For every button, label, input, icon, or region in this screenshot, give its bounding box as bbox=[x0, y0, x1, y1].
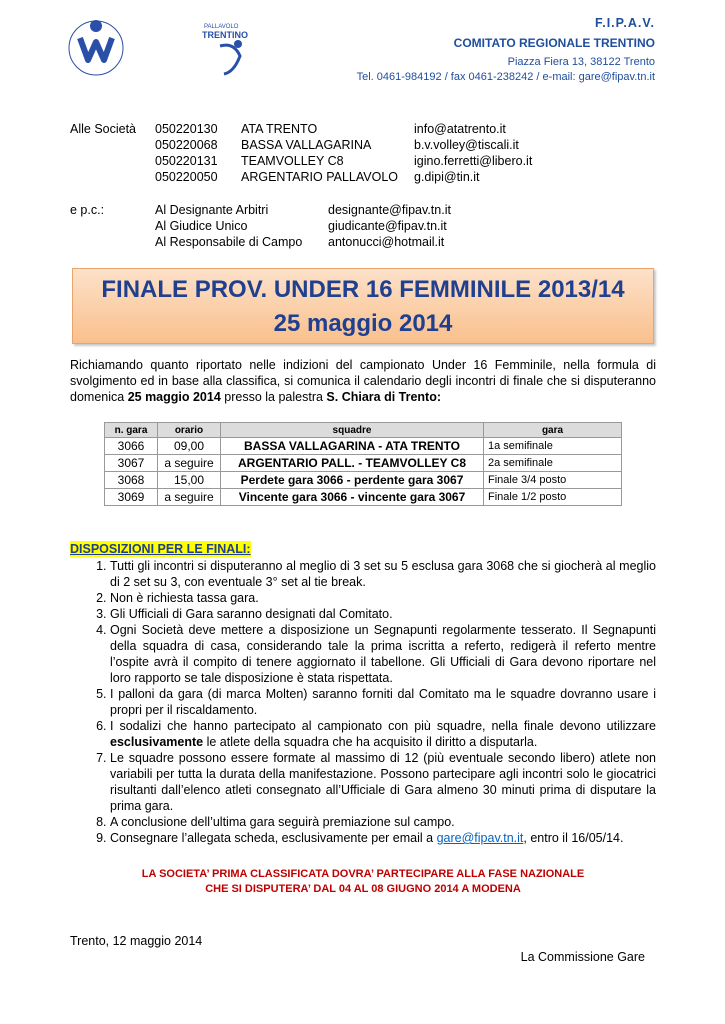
cc-email[interactable]: antonucci@hotmail.it bbox=[328, 235, 445, 249]
game-time: a seguire bbox=[158, 489, 221, 506]
society-email[interactable]: b.v.volley@tiscali.it bbox=[414, 138, 519, 152]
rules-section bbox=[70, 540, 656, 846]
list-item: 2. Non è richiesta tassa gara. bbox=[110, 590, 656, 606]
item-text: Consegnare l’allegata scheda, esclusivamente per email a bbox=[110, 831, 437, 845]
table-row bbox=[105, 438, 622, 455]
society-name: ARGENTARIO PALLAVOLO bbox=[241, 170, 398, 184]
list-item bbox=[110, 718, 656, 750]
games-table bbox=[104, 422, 622, 506]
column-header: orario bbox=[158, 423, 221, 438]
place-date: Trento, 12 maggio 2014 bbox=[70, 934, 203, 948]
svg-text:TRENTINO: TRENTINO bbox=[202, 30, 248, 40]
committee-name: COMITATO REGIONALE TRENTINO bbox=[453, 36, 655, 50]
rules-list bbox=[70, 558, 656, 846]
svg-text:PALLAVOLO: PALLAVOLO bbox=[204, 24, 239, 30]
game-time: a seguire bbox=[158, 455, 221, 472]
list-item: 3. Gli Ufficiali di Gara saranno designati dal Comitato. bbox=[110, 606, 656, 622]
trentino-logo bbox=[200, 16, 252, 78]
list-item: 5. I palloni da gara (di marca Molten) saranno forniti dal Comitato ma le squadre dovranno usare i propri per il riscaldamento. bbox=[110, 686, 656, 718]
address: Piazza Fiera 13, 38122 Trento bbox=[507, 56, 655, 68]
society-name: TEAMVOLLEY C8 bbox=[241, 154, 344, 168]
game-teams: Perdete gara 3066 - perdente gara 3067 bbox=[221, 472, 484, 489]
letterhead bbox=[357, 16, 655, 83]
cc-role: Al Responsabile di Campo bbox=[155, 235, 303, 249]
intro-text: Richiamando quanto riportato nelle indizioni del campionato Under 16 Femminile, nella formula di svolgimento ed in base alla classifica, si comunica il calendario degli incontri di finale che si disputeranno domenica bbox=[70, 358, 656, 404]
society-code: 050220130 bbox=[155, 122, 218, 136]
society-code: 050220050 bbox=[155, 170, 218, 184]
society-code: 050220131 bbox=[155, 154, 218, 168]
intro-venue: S. Chiara di Trento: bbox=[326, 390, 442, 404]
game-teams: BASSA VALLAGARINA - ATA TRENTO bbox=[221, 438, 484, 455]
table-header-row bbox=[105, 423, 622, 438]
society-name: BASSA VALLAGARINA bbox=[241, 138, 372, 152]
society-code: 050220068 bbox=[155, 138, 218, 152]
banner-date: 25 maggio 2014 bbox=[273, 310, 453, 337]
table-row bbox=[105, 472, 622, 489]
contacts: Tel. 0461-984192 / fax 0461-238242 / e-mail: gare@fipav.tn.it bbox=[356, 71, 655, 83]
column-header: gara bbox=[484, 423, 622, 438]
national-phase-notice bbox=[70, 868, 656, 895]
society-name: ATA TRENTO bbox=[241, 122, 318, 136]
game-teams: Vincente gara 3066 - vincente gara 3067 bbox=[221, 489, 484, 506]
game-type: 1a semifinale bbox=[484, 438, 622, 455]
intro-text: presso la palestra bbox=[220, 390, 327, 404]
intro-date: 25 maggio 2014 bbox=[127, 390, 221, 404]
item-text: , entro il 16/05/14. bbox=[523, 831, 624, 845]
list-item bbox=[110, 830, 656, 846]
table-row bbox=[105, 489, 622, 506]
game-time: 09,00 bbox=[158, 438, 221, 455]
email-link[interactable]: gare@fipav.tn.it bbox=[436, 831, 524, 845]
game-type: Finale 3/4 posto bbox=[484, 472, 622, 489]
game-number: 3067 bbox=[105, 455, 158, 472]
column-header: n. gara bbox=[105, 423, 158, 438]
column-header: squadre bbox=[221, 423, 484, 438]
society-email[interactable]: igino.ferretti@libero.it bbox=[414, 154, 533, 168]
game-type: 2a semifinale bbox=[484, 455, 622, 472]
cc-role: Al Designante Arbitri bbox=[155, 203, 269, 217]
game-type: Finale 1/2 posto bbox=[484, 489, 622, 506]
list-item: 8. A conclusione dell’ultima gara seguirà premiazione sul campo. bbox=[110, 814, 656, 830]
society-email[interactable]: g.dipi@tin.it bbox=[414, 170, 480, 184]
game-time: 15,00 bbox=[158, 472, 221, 489]
recipients-label: Alle Società bbox=[70, 122, 137, 136]
item-text: le atlete della squadra che ha acquisito il diritto a disputarla. bbox=[203, 735, 538, 749]
item-text: I sodalizi che hanno partecipato al campionato con più squadre, nella finale devono utilizzare bbox=[110, 719, 656, 733]
signature: La Commissione Gare bbox=[520, 950, 645, 964]
item-emphasis: esclusivamente bbox=[110, 735, 204, 749]
org-name: F.I.P.A.V. bbox=[594, 16, 655, 30]
fipav-logo bbox=[66, 14, 126, 80]
cc-role: Al Giudice Unico bbox=[155, 219, 248, 233]
list-item: 4. Ogni Società deve mettere a disposizione un Segnapunti regolarmente tesserato. Il Segnapunti della squadra di casa, considerando tale la prima iscritta a referto, redigerà il referto mentre l’ospite avrà il compito di tenere aggiornato il tabellone. Gli Ufficiali di Gara devono riportare nel loro rapporto se tale disposizione è stata rispettata. bbox=[110, 622, 656, 686]
game-teams: ARGENTARIO PALL. - TEAMVOLLEY C8 bbox=[221, 455, 484, 472]
notice-line: LA SOCIETA’ PRIMA CLASSIFICATA DOVRA’ PARTECIPARE ALLA FASE NAZIONALE bbox=[141, 868, 585, 880]
cc-email[interactable]: designante@fipav.tn.it bbox=[328, 203, 451, 217]
cc-email[interactable]: giudicante@fipav.tn.it bbox=[328, 219, 447, 233]
game-number: 3066 bbox=[105, 438, 158, 455]
cc-label: e p.c.: bbox=[70, 203, 105, 217]
game-number: 3068 bbox=[105, 472, 158, 489]
list-item: 7. Le squadre possono essere formate al massimo di 12 (più eventuale secondo libero) atlete non variabili per tutta la durata della manifestazione. Possono partecipare agli incontri solo le giocatrici risultanti dall’elenco atleti consegnato all’Ufficiale di Gara almeno 30 minuti prima di disputare la prima gara. bbox=[110, 750, 656, 814]
banner-title: FINALE PROV. UNDER 16 FEMMINILE 2013/14 bbox=[101, 276, 625, 303]
rules-title: DISPOSIZIONI PER LE FINALI: bbox=[70, 542, 251, 556]
society-email[interactable]: info@atatrento.it bbox=[414, 122, 506, 136]
title-banner bbox=[72, 268, 654, 344]
intro-paragraph bbox=[70, 357, 656, 405]
notice-line: CHE SI DISPUTERA’ DAL 04 AL 08 GIUGNO 2014 A MODENA bbox=[205, 883, 521, 895]
table-row bbox=[105, 455, 622, 472]
game-number: 3069 bbox=[105, 489, 158, 506]
list-item: 1. Tutti gli incontri si disputeranno al meglio di 3 set su 5 esclusa gara 3068 che si giocherà al meglio di 2 set su 3, con eventuale 3° set al tie break. bbox=[110, 558, 656, 590]
